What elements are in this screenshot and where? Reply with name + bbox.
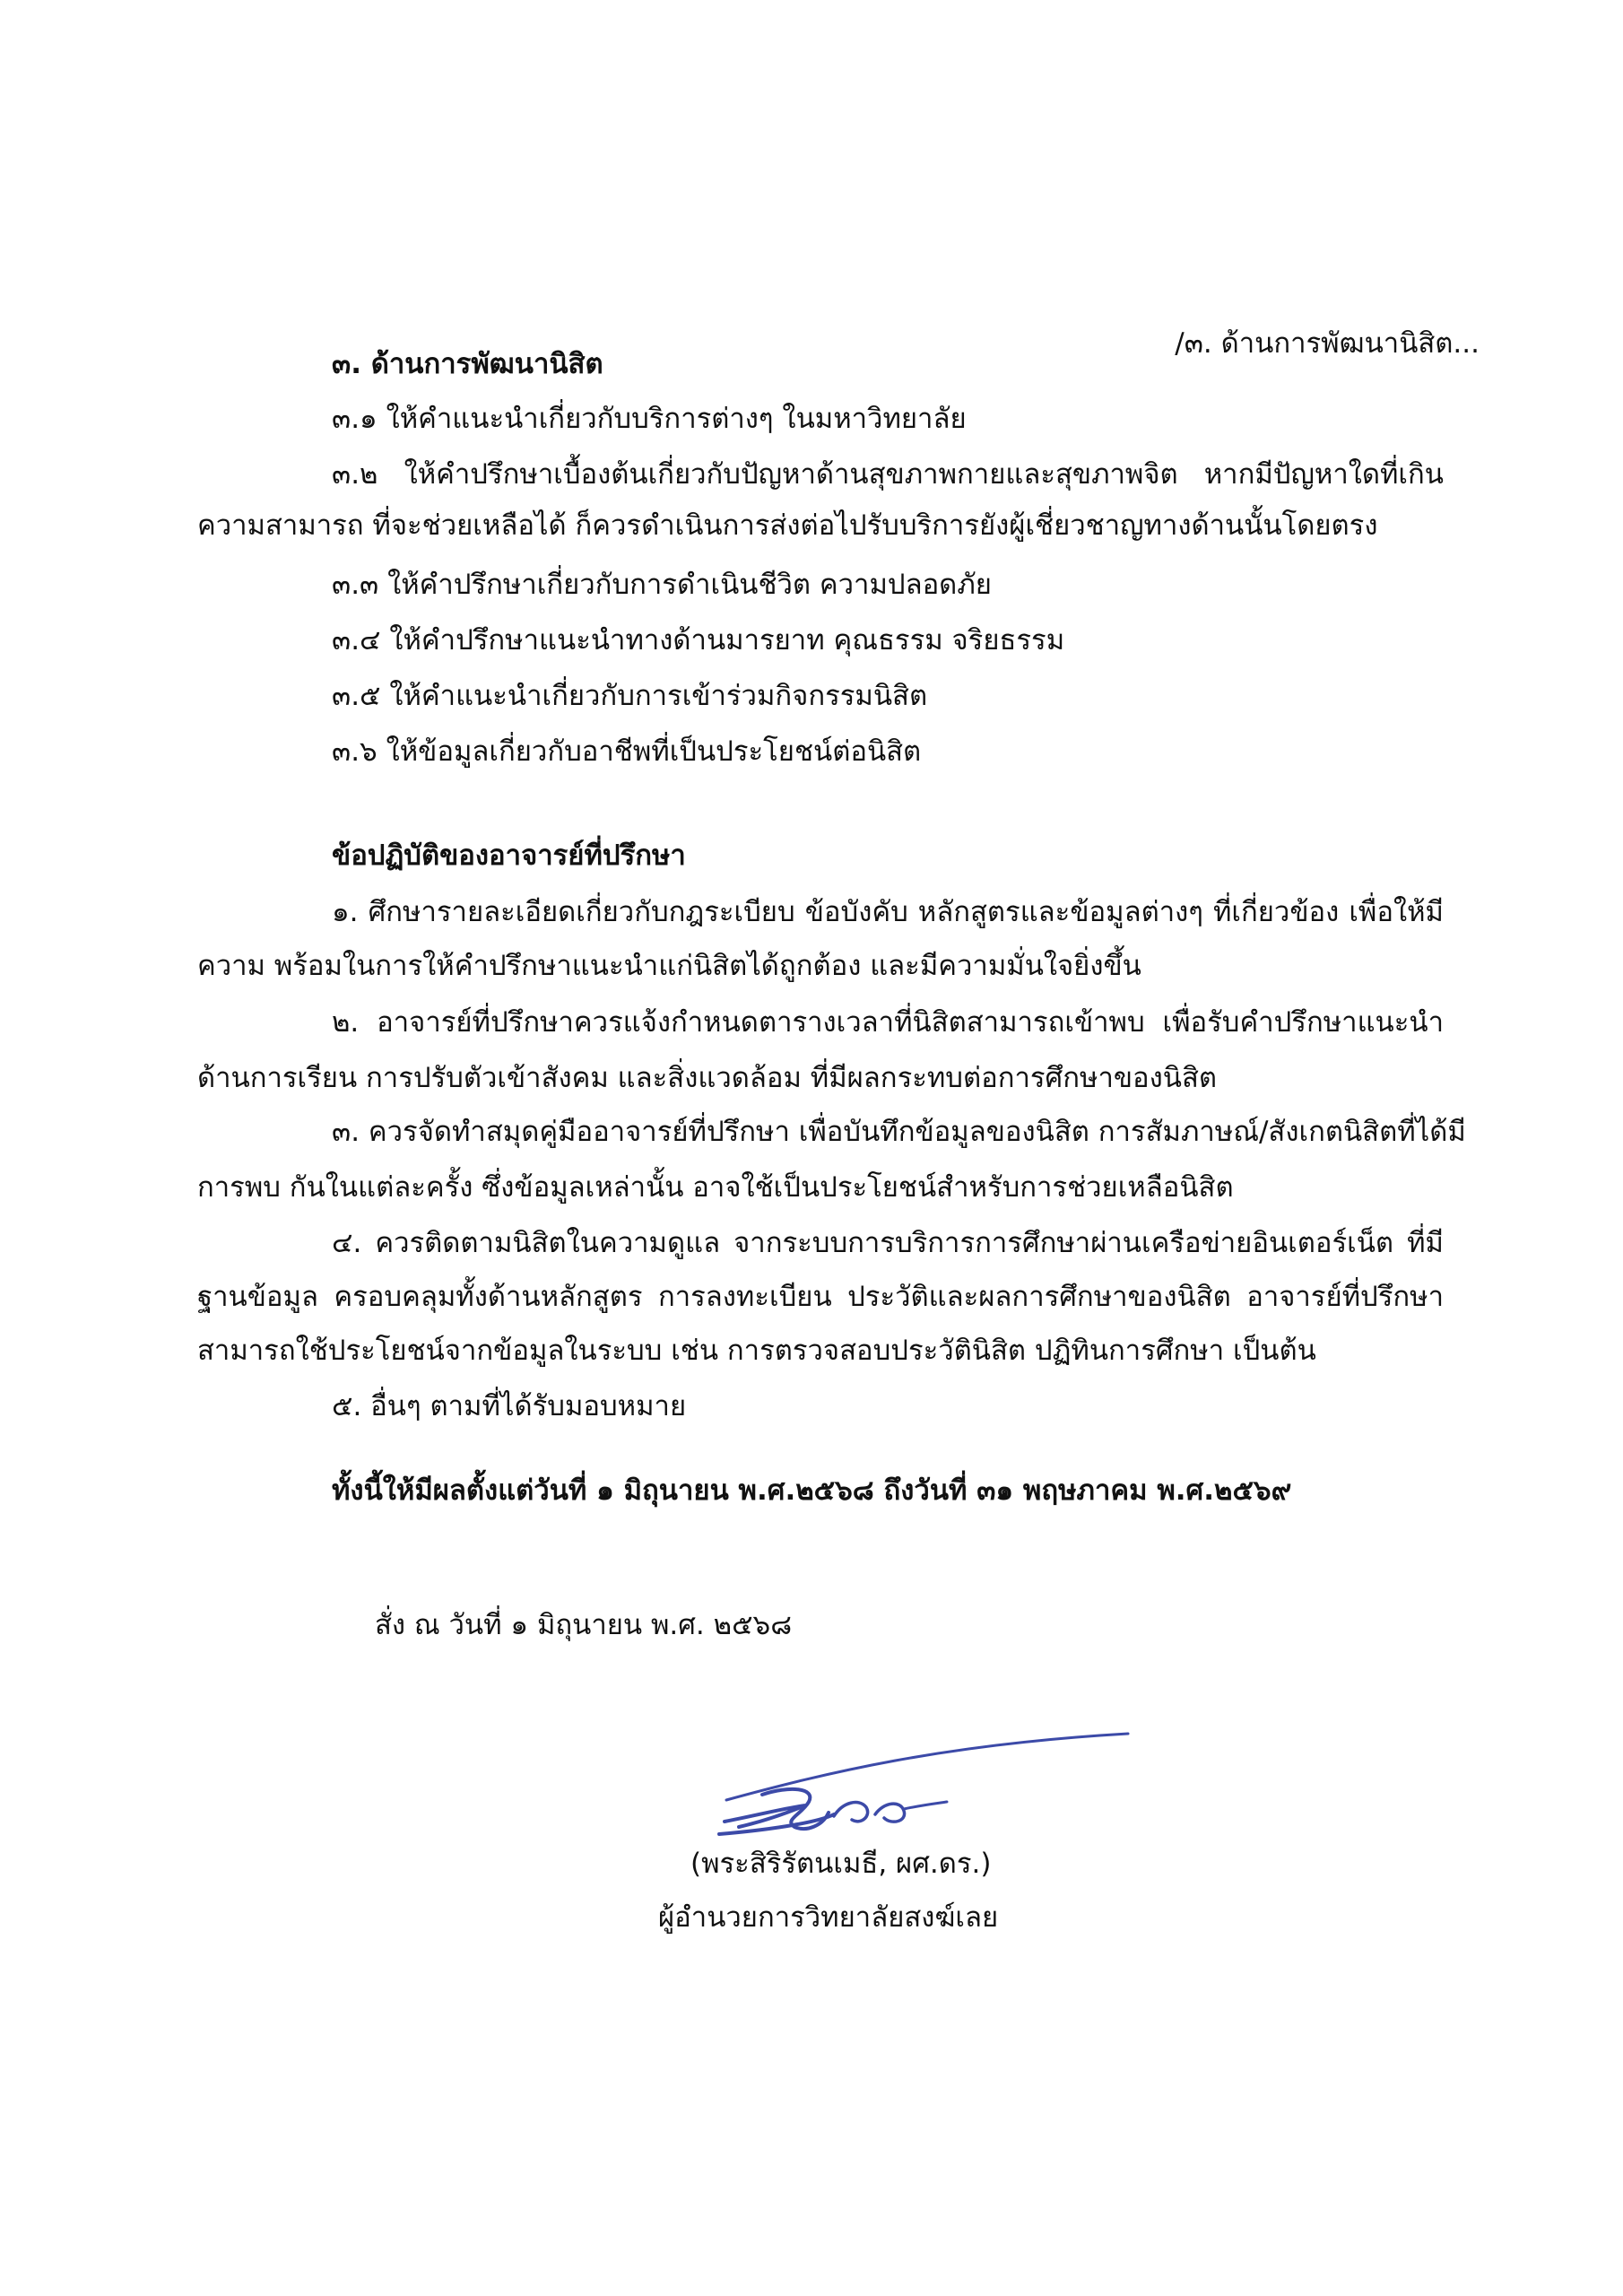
duty-line: ๑. ศึกษารายละเอียดเกี่ยวกับกฎระเบียบ ข้อบังคับ หลักสูตรและข้อมูลต่างๆ ที่เกี่ยวข้อง เพื่อให้มี xyxy=(332,896,1444,928)
effective-period: ทั้งนี้ให้มีผลตั้งแต่วันที่ ๑ มิถุนายน พ.ศ.๒๕๖๘ ถึงวันที่ ๓๑ พฤษภาคม พ.ศ.๒๕๖๙ xyxy=(332,1474,1292,1507)
duty-line: ๓. ควรจัดทำสมุดคู่มืออาจารย์ที่ปรึกษา เพื่อบันทึกข้อมูลของนิสิต การสัมภาษณ์/สังเกตนิสิตที่ได้มี xyxy=(332,1116,1466,1148)
duty-line: ๔. ควรติดตามนิสิตในความดูแล จากระบบการบริการการศึกษาผ่านเครือข่ายอินเตอร์เน็ต ที่มี xyxy=(332,1227,1444,1259)
section3-item: ๓.๔ ให้คำปรึกษาแนะนำทางด้านมารยาท คุณธรรม จริยธรรม xyxy=(332,624,1065,657)
duty-line-continued: ด้านการเรียน การปรับตัวเข้าสังคม และสิ่งแวดล้อม ที่มีผลกระทบต่อการศึกษาของนิสิต xyxy=(197,1062,1218,1094)
duty-line: ๕. อื่นๆ ตามที่ได้รับมอบหมาย xyxy=(332,1390,687,1422)
section3-item: ๓.๖ ให้ข้อมูลเกี่ยวกับอาชีพที่เป็นประโยชน์ต่อนิสิต xyxy=(332,735,922,768)
signatory-position: ผู้อำนวยการวิทยาลัยสงฆ์เลย xyxy=(658,1901,999,1934)
section3-item: ๓.๑ ให้คำแนะนำเกี่ยวกับบริการต่างๆ ในมหาวิทยาลัย xyxy=(332,403,967,435)
duty-line-continued: ความ พร้อมในการให้คำปรึกษาแนะนำแก่นิสิตได้ถูกต้อง และมีความมั่นใจยิ่งขึ้น xyxy=(197,950,1141,982)
section3-item: ๓.๓ ให้คำปรึกษาเกี่ยวกับการดำเนินชีวิต ความปลอดภัย xyxy=(332,569,992,601)
section3-item: ๓.๕ ให้คำแนะนำเกี่ยวกับการเข้าร่วมกิจกรรมนิสิต xyxy=(332,680,928,712)
section3-item-continued: ความสามารถ ที่จะช่วยเหลือได้ ก็ควรดำเนินการส่งต่อไปรับบริการยังผู้เชี่ยวชาญทางด้านนั้นโดยตรง xyxy=(197,509,1378,542)
section3-item: ๓.๒ ให้คำปรึกษาเบื้องต้นเกี่ยวกับปัญหาด้านสุขภาพกายและสุขภาพจิต หากมีปัญหาใดที่เกิน xyxy=(332,458,1444,491)
duty-line-continued: สามารถใช้ประโยชน์จากข้อมูลในระบบ เช่น การตรวจสอบประวัตินิสิต ปฏิทินการศึกษา เป็นต้น xyxy=(197,1335,1316,1367)
duties-title: ข้อปฏิบัติของอาจารย์ที่ปรึกษา xyxy=(332,839,686,872)
duty-line-continued: การพบ กันในแต่ละครั้ง ซึ่งข้อมูลเหล่านั้น อาจใช้เป็นประโยชน์สำหรับการช่วยเหลือนิสิต xyxy=(197,1171,1234,1204)
continuation-header: /๓. ด้านการพัฒนานิสิต... xyxy=(1175,327,1480,360)
section3-title: ๓. ด้านการพัฒนานิสิต xyxy=(332,348,603,380)
signature-image xyxy=(708,1709,1139,1852)
duty-line-continued: ฐานข้อมูล ครอบคลุมทั้งด้านหลักสูตร การลงทะเบียน ประวัติและผลการศึกษาของนิสิต อาจารย์ที่ปรึกษา xyxy=(197,1281,1444,1313)
signatory-name: (พระสิริรัตนเมธี, ผศ.ดร.) xyxy=(690,1848,992,1880)
order-date: สั่ง ณ วันที่ ๑ มิถุนายน พ.ศ. ๒๕๖๘ xyxy=(375,1609,793,1641)
duty-line: ๒. อาจารย์ที่ปรึกษาควรแจ้งกำหนดตารางเวลาที่นิสิตสามารถเข้าพบ เพื่อรับคำปรึกษาแนะนำ xyxy=(332,1006,1444,1039)
